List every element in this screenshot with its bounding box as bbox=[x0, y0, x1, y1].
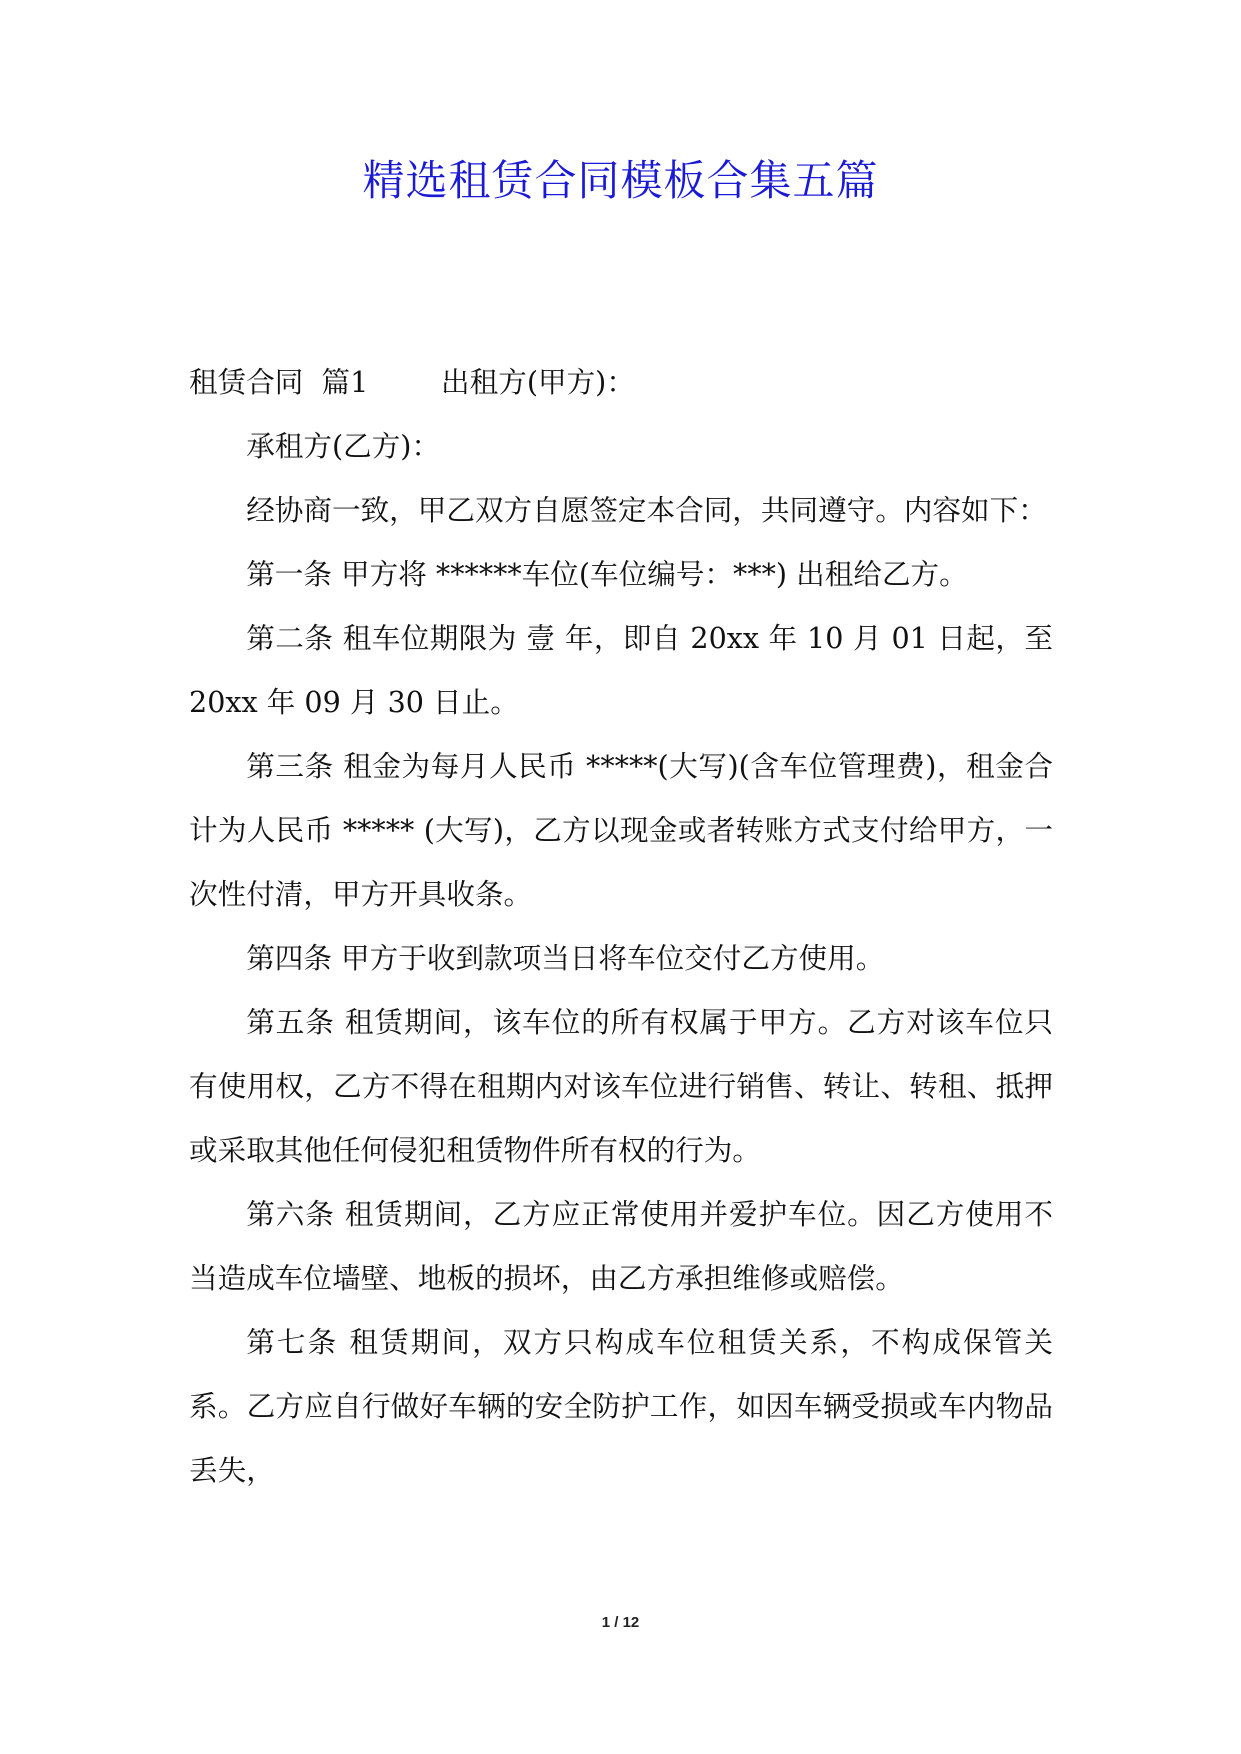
paragraph-article-4: 第四条 甲方于收到款项当日将车位交付乙方使用。 bbox=[246, 941, 885, 975]
paragraph-article-3: 第三条 租金为每月人民币 *****(大写)(含车位管理费)，租金合计为人民币 ***** (大写)，乙方以现金或者转账方式支付给甲方，一次性付清，甲方开具收条。 bbox=[189, 749, 1053, 911]
paragraph-article-5: 第五条 租赁期间，该车位的所有权属于甲方。乙方对该车位只有使用权，乙方不得在租期内对该车位进行销售、转让、转租、抵押或采取其他任何侵犯租赁物件所有权的行为。 bbox=[189, 1005, 1053, 1167]
document-body bbox=[189, 350, 1053, 1502]
page-number: 1 / 12 bbox=[601, 1614, 640, 1631]
paragraph-article-2: 第二条 租车位期限为 壹 年，即自 20xx 年 10 月 01 日起，至 20xx 年 09 月 30 日止。 bbox=[189, 621, 1053, 719]
paragraph-article-6: 第六条 租赁期间，乙方应正常使用并爱护车位。因乙方使用不当造成车位墙壁、地板的损坏，由乙方承担维修或赔偿。 bbox=[189, 1197, 1053, 1295]
paragraph-lessee: 承租方(乙方)： bbox=[246, 429, 441, 463]
paragraph-article-7: 第七条 租赁期间，双方只构成车位租赁关系，不构成保管关系。乙方应自行做好车辆的安全防护工作，如因车辆受损或车内物品丢失， bbox=[189, 1325, 1053, 1487]
paragraph-heading-line: 租赁合同 篇1 出租方(甲方)： bbox=[189, 365, 635, 399]
paragraph-article-1: 第一条 甲方将 ******车位(车位编号：***) 出租给乙方。 bbox=[246, 557, 968, 591]
document-title: 精选租赁合同模板合集五篇 bbox=[362, 156, 879, 205]
paragraph-agreement: 经协商一致，甲乙双方自愿签定本合同，共同遵守。内容如下： bbox=[246, 493, 1047, 527]
